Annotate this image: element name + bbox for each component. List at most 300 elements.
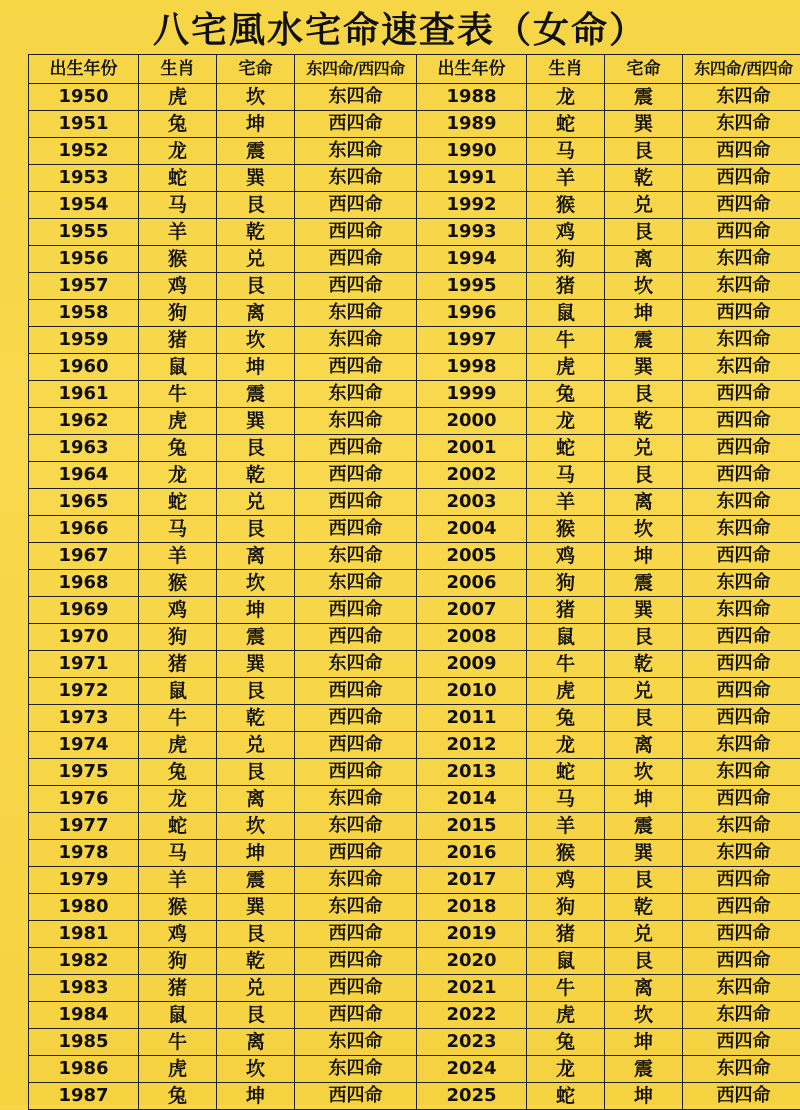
cell-east-west-group-right: 西四命 xyxy=(683,786,800,813)
cell-zodiac-left: 鼠 xyxy=(139,354,217,381)
cell-birth-year-left: 1982 xyxy=(29,948,139,975)
cell-birth-year-left: 1958 xyxy=(29,300,139,327)
cell-zodiac-left: 虎 xyxy=(139,1056,217,1083)
cell-house-gua-right: 坎 xyxy=(605,273,683,300)
cell-east-west-group-right: 东四命 xyxy=(683,597,800,624)
cell-zodiac-left: 虎 xyxy=(139,732,217,759)
cell-house-gua-right: 坤 xyxy=(605,300,683,327)
cell-house-gua-right: 坤 xyxy=(605,1083,683,1110)
cell-house-gua-right: 离 xyxy=(605,975,683,1002)
cell-house-gua-left: 震 xyxy=(217,381,295,408)
cell-house-gua-left: 乾 xyxy=(217,219,295,246)
cell-zodiac-left: 猪 xyxy=(139,651,217,678)
cell-east-west-group-right: 西四命 xyxy=(683,1029,800,1056)
cell-east-west-group-left: 西四命 xyxy=(295,759,417,786)
table-row xyxy=(29,867,800,894)
cell-house-gua-right: 巽 xyxy=(605,111,683,138)
table-row xyxy=(29,111,800,138)
cell-birth-year-left: 1966 xyxy=(29,516,139,543)
cell-east-west-group-right: 西四命 xyxy=(683,192,800,219)
cell-house-gua-left: 离 xyxy=(217,1029,295,1056)
cell-east-west-group-right: 西四命 xyxy=(683,867,800,894)
cell-house-gua-left: 震 xyxy=(217,138,295,165)
cell-east-west-group-left: 西四命 xyxy=(295,354,417,381)
cell-zodiac-left: 兔 xyxy=(139,435,217,462)
cell-east-west-group-left: 西四命 xyxy=(295,1083,417,1110)
cell-birth-year-left: 1981 xyxy=(29,921,139,948)
cell-house-gua-left: 艮 xyxy=(217,273,295,300)
cell-house-gua-left: 乾 xyxy=(217,948,295,975)
cell-zodiac-right: 猪 xyxy=(527,273,605,300)
table-row xyxy=(29,1002,800,1029)
cell-east-west-group-right: 西四命 xyxy=(683,921,800,948)
cell-east-west-group-right: 东四命 xyxy=(683,1056,800,1083)
cell-birth-year-left: 1977 xyxy=(29,813,139,840)
cell-zodiac-right: 羊 xyxy=(527,813,605,840)
table-row xyxy=(29,246,800,273)
cell-house-gua-right: 兑 xyxy=(605,192,683,219)
cell-east-west-group-left: 西四命 xyxy=(295,192,417,219)
cell-zodiac-left: 蛇 xyxy=(139,489,217,516)
cell-zodiac-left: 狗 xyxy=(139,624,217,651)
cell-east-west-group-right: 西四命 xyxy=(683,1083,800,1110)
cell-birth-year-left: 1987 xyxy=(29,1083,139,1110)
cell-house-gua-right: 坤 xyxy=(605,786,683,813)
cell-birth-year-right: 2013 xyxy=(417,759,527,786)
cell-zodiac-right: 鼠 xyxy=(527,948,605,975)
cell-east-west-group-left: 东四命 xyxy=(295,300,417,327)
cell-house-gua-right: 巽 xyxy=(605,840,683,867)
cell-birth-year-left: 1986 xyxy=(29,1056,139,1083)
cell-birth-year-left: 1968 xyxy=(29,570,139,597)
cell-house-gua-right: 坤 xyxy=(605,1029,683,1056)
cell-birth-year-right: 2024 xyxy=(417,1056,527,1083)
cell-birth-year-right: 2022 xyxy=(417,1002,527,1029)
cell-house-gua-left: 震 xyxy=(217,624,295,651)
table-row xyxy=(29,381,800,408)
cell-zodiac-left: 羊 xyxy=(139,219,217,246)
table-row xyxy=(29,1029,800,1056)
table-row xyxy=(29,543,800,570)
cell-house-gua-right: 坤 xyxy=(605,543,683,570)
cell-east-west-group-right: 西四命 xyxy=(683,300,800,327)
cell-birth-year-right: 1988 xyxy=(417,84,527,111)
cell-house-gua-left: 坤 xyxy=(217,1083,295,1110)
cell-east-west-group-left: 东四命 xyxy=(295,408,417,435)
cell-house-gua-left: 坤 xyxy=(217,597,295,624)
cell-birth-year-left: 1960 xyxy=(29,354,139,381)
cell-house-gua-right: 巽 xyxy=(605,597,683,624)
cell-house-gua-right: 乾 xyxy=(605,651,683,678)
cell-house-gua-left: 巽 xyxy=(217,894,295,921)
table-row xyxy=(29,84,800,111)
cell-zodiac-left: 猪 xyxy=(139,327,217,354)
cell-zodiac-right: 猪 xyxy=(527,597,605,624)
cell-east-west-group-right: 西四命 xyxy=(683,624,800,651)
cell-zodiac-left: 羊 xyxy=(139,543,217,570)
cell-house-gua-right: 离 xyxy=(605,489,683,516)
cell-house-gua-left: 坎 xyxy=(217,570,295,597)
cell-zodiac-right: 鸡 xyxy=(527,867,605,894)
cell-house-gua-right: 乾 xyxy=(605,894,683,921)
table-row xyxy=(29,840,800,867)
cell-house-gua-right: 乾 xyxy=(605,165,683,192)
cell-birth-year-right: 1998 xyxy=(417,354,527,381)
cell-zodiac-left: 鼠 xyxy=(139,678,217,705)
table-row xyxy=(29,678,800,705)
cell-zodiac-left: 狗 xyxy=(139,300,217,327)
table-row xyxy=(29,192,800,219)
cell-east-west-group-right: 西四命 xyxy=(683,678,800,705)
cell-birth-year-left: 1980 xyxy=(29,894,139,921)
cell-birth-year-right: 1992 xyxy=(417,192,527,219)
cell-east-west-group-right: 东四命 xyxy=(683,84,800,111)
cell-birth-year-right: 2025 xyxy=(417,1083,527,1110)
cell-zodiac-right: 龙 xyxy=(527,84,605,111)
cell-east-west-group-left: 东四命 xyxy=(295,543,417,570)
cell-zodiac-right: 狗 xyxy=(527,570,605,597)
cell-birth-year-left: 1976 xyxy=(29,786,139,813)
cell-east-west-group-right: 西四命 xyxy=(683,651,800,678)
cell-east-west-group-left: 西四命 xyxy=(295,975,417,1002)
cell-birth-year-right: 2005 xyxy=(417,543,527,570)
cell-birth-year-left: 1953 xyxy=(29,165,139,192)
header-birth-year-left: 出生年份 xyxy=(29,55,139,84)
cell-birth-year-left: 1962 xyxy=(29,408,139,435)
cell-house-gua-left: 乾 xyxy=(217,705,295,732)
cell-east-west-group-right: 西四命 xyxy=(683,408,800,435)
cell-house-gua-right: 艮 xyxy=(605,624,683,651)
cell-zodiac-left: 鸡 xyxy=(139,273,217,300)
cell-house-gua-right: 离 xyxy=(605,246,683,273)
cell-house-gua-left: 坤 xyxy=(217,111,295,138)
cell-house-gua-left: 坎 xyxy=(217,327,295,354)
header-east-west-group-left: 东四命/西四命 xyxy=(295,55,417,84)
cell-zodiac-right: 羊 xyxy=(527,489,605,516)
cell-zodiac-right: 牛 xyxy=(527,651,605,678)
cell-house-gua-right: 艮 xyxy=(605,219,683,246)
cell-house-gua-right: 乾 xyxy=(605,408,683,435)
cell-east-west-group-right: 东四命 xyxy=(683,813,800,840)
cell-house-gua-left: 艮 xyxy=(217,759,295,786)
cell-east-west-group-right: 西四命 xyxy=(683,381,800,408)
cell-house-gua-right: 艮 xyxy=(605,381,683,408)
cell-birth-year-right: 2007 xyxy=(417,597,527,624)
cell-zodiac-left: 牛 xyxy=(139,705,217,732)
cell-zodiac-left: 马 xyxy=(139,192,217,219)
cell-zodiac-right: 龙 xyxy=(527,1056,605,1083)
cell-east-west-group-right: 东四命 xyxy=(683,273,800,300)
table-row xyxy=(29,759,800,786)
cell-east-west-group-left: 东四命 xyxy=(295,1056,417,1083)
cell-east-west-group-left: 东四命 xyxy=(295,786,417,813)
cell-zodiac-left: 鸡 xyxy=(139,597,217,624)
cell-birth-year-left: 1975 xyxy=(29,759,139,786)
cell-zodiac-right: 牛 xyxy=(527,327,605,354)
cell-east-west-group-left: 东四命 xyxy=(295,165,417,192)
cell-east-west-group-left: 东四命 xyxy=(295,894,417,921)
cell-zodiac-right: 牛 xyxy=(527,975,605,1002)
table-row xyxy=(29,921,800,948)
cell-birth-year-right: 2002 xyxy=(417,462,527,489)
header-house-gua-left: 宅命 xyxy=(217,55,295,84)
cell-east-west-group-left: 西四命 xyxy=(295,732,417,759)
header-east-west-group-right: 东四命/西四命 xyxy=(683,55,800,84)
table-row xyxy=(29,1083,800,1110)
cell-birth-year-left: 1974 xyxy=(29,732,139,759)
cell-house-gua-right: 兑 xyxy=(605,678,683,705)
cell-east-west-group-right: 西四命 xyxy=(683,894,800,921)
cell-zodiac-right: 龙 xyxy=(527,732,605,759)
cell-birth-year-left: 1950 xyxy=(29,84,139,111)
table-row xyxy=(29,597,800,624)
cell-birth-year-right: 1996 xyxy=(417,300,527,327)
cell-east-west-group-right: 东四命 xyxy=(683,1002,800,1029)
cell-birth-year-right: 2018 xyxy=(417,894,527,921)
cell-east-west-group-right: 西四命 xyxy=(683,948,800,975)
cell-birth-year-left: 1971 xyxy=(29,651,139,678)
cell-zodiac-right: 马 xyxy=(527,786,605,813)
cell-east-west-group-right: 西四命 xyxy=(683,435,800,462)
cell-east-west-group-left: 西四命 xyxy=(295,462,417,489)
cell-birth-year-left: 1972 xyxy=(29,678,139,705)
cell-zodiac-right: 蛇 xyxy=(527,759,605,786)
cell-east-west-group-left: 西四命 xyxy=(295,111,417,138)
table-row xyxy=(29,273,800,300)
cell-zodiac-left: 猴 xyxy=(139,246,217,273)
cell-house-gua-right: 艮 xyxy=(605,948,683,975)
cell-zodiac-right: 兔 xyxy=(527,381,605,408)
cell-zodiac-right: 羊 xyxy=(527,165,605,192)
cell-birth-year-right: 2010 xyxy=(417,678,527,705)
table-row xyxy=(29,435,800,462)
cell-house-gua-left: 兑 xyxy=(217,732,295,759)
header-zodiac-right: 生肖 xyxy=(527,55,605,84)
cell-house-gua-left: 兑 xyxy=(217,246,295,273)
cell-east-west-group-left: 东四命 xyxy=(295,570,417,597)
cell-house-gua-right: 震 xyxy=(605,570,683,597)
cell-birth-year-left: 1973 xyxy=(29,705,139,732)
cell-house-gua-left: 震 xyxy=(217,867,295,894)
table-row xyxy=(29,651,800,678)
cell-house-gua-right: 坎 xyxy=(605,1002,683,1029)
cell-house-gua-right: 兑 xyxy=(605,921,683,948)
page-title: 八宅風水宅命速查表（女命） xyxy=(0,8,800,52)
cell-birth-year-right: 1993 xyxy=(417,219,527,246)
table-row xyxy=(29,462,800,489)
cell-house-gua-right: 坎 xyxy=(605,516,683,543)
cell-birth-year-right: 2017 xyxy=(417,867,527,894)
cell-house-gua-left: 兑 xyxy=(217,975,295,1002)
cell-birth-year-right: 2023 xyxy=(417,1029,527,1056)
cell-east-west-group-right: 东四命 xyxy=(683,840,800,867)
cell-birth-year-left: 1952 xyxy=(29,138,139,165)
cell-house-gua-right: 震 xyxy=(605,327,683,354)
cell-house-gua-left: 艮 xyxy=(217,678,295,705)
cell-zodiac-left: 羊 xyxy=(139,867,217,894)
cell-birth-year-right: 1995 xyxy=(417,273,527,300)
cell-zodiac-left: 虎 xyxy=(139,84,217,111)
cell-zodiac-right: 狗 xyxy=(527,894,605,921)
cell-east-west-group-left: 西四命 xyxy=(295,921,417,948)
cell-house-gua-left: 离 xyxy=(217,300,295,327)
cell-zodiac-right: 龙 xyxy=(527,408,605,435)
cell-east-west-group-right: 东四命 xyxy=(683,570,800,597)
cell-birth-year-right: 1999 xyxy=(417,381,527,408)
cell-zodiac-right: 马 xyxy=(527,138,605,165)
cell-birth-year-left: 1954 xyxy=(29,192,139,219)
table-row xyxy=(29,975,800,1002)
cell-east-west-group-left: 西四命 xyxy=(295,516,417,543)
cell-east-west-group-right: 东四命 xyxy=(683,354,800,381)
cell-birth-year-left: 1979 xyxy=(29,867,139,894)
table-row xyxy=(29,138,800,165)
cell-birth-year-left: 1970 xyxy=(29,624,139,651)
cell-east-west-group-left: 东四命 xyxy=(295,327,417,354)
cell-zodiac-right: 鸡 xyxy=(527,219,605,246)
cell-zodiac-left: 鸡 xyxy=(139,921,217,948)
cell-birth-year-right: 1997 xyxy=(417,327,527,354)
cell-zodiac-right: 虎 xyxy=(527,678,605,705)
cell-house-gua-left: 艮 xyxy=(217,921,295,948)
table-row xyxy=(29,1056,800,1083)
cell-east-west-group-right: 西四命 xyxy=(683,705,800,732)
table-row xyxy=(29,732,800,759)
cell-birth-year-right: 2021 xyxy=(417,975,527,1002)
cell-zodiac-left: 兔 xyxy=(139,759,217,786)
cell-house-gua-left: 坤 xyxy=(217,354,295,381)
cell-zodiac-left: 猴 xyxy=(139,570,217,597)
cell-east-west-group-left: 东四命 xyxy=(295,813,417,840)
cell-birth-year-left: 1963 xyxy=(29,435,139,462)
cell-zodiac-left: 虎 xyxy=(139,408,217,435)
cell-zodiac-left: 马 xyxy=(139,840,217,867)
cell-birth-year-right: 2016 xyxy=(417,840,527,867)
cell-birth-year-left: 1957 xyxy=(29,273,139,300)
cell-house-gua-right: 巽 xyxy=(605,354,683,381)
cell-house-gua-left: 离 xyxy=(217,786,295,813)
cell-east-west-group-right: 西四命 xyxy=(683,138,800,165)
cell-house-gua-left: 坎 xyxy=(217,1056,295,1083)
cell-house-gua-left: 巽 xyxy=(217,408,295,435)
cell-east-west-group-left: 东四命 xyxy=(295,84,417,111)
table-header-row xyxy=(29,55,800,84)
cell-zodiac-left: 猴 xyxy=(139,894,217,921)
cell-house-gua-right: 震 xyxy=(605,813,683,840)
cell-house-gua-right: 震 xyxy=(605,1056,683,1083)
cell-east-west-group-left: 西四命 xyxy=(295,219,417,246)
cell-zodiac-right: 兔 xyxy=(527,1029,605,1056)
cell-birth-year-right: 2015 xyxy=(417,813,527,840)
cell-east-west-group-left: 西四命 xyxy=(295,435,417,462)
table-row xyxy=(29,786,800,813)
cell-birth-year-left: 1956 xyxy=(29,246,139,273)
cell-zodiac-left: 猪 xyxy=(139,975,217,1002)
cell-east-west-group-left: 东四命 xyxy=(295,381,417,408)
cell-house-gua-right: 兑 xyxy=(605,435,683,462)
cell-birth-year-left: 1964 xyxy=(29,462,139,489)
table-row xyxy=(29,354,800,381)
cell-zodiac-left: 狗 xyxy=(139,948,217,975)
cell-house-gua-right: 艮 xyxy=(605,705,683,732)
cell-birth-year-right: 2008 xyxy=(417,624,527,651)
cell-zodiac-right: 猴 xyxy=(527,516,605,543)
cell-zodiac-right: 鸡 xyxy=(527,543,605,570)
cell-house-gua-left: 乾 xyxy=(217,462,295,489)
cell-zodiac-right: 蛇 xyxy=(527,435,605,462)
cell-zodiac-right: 马 xyxy=(527,462,605,489)
cell-zodiac-left: 龙 xyxy=(139,138,217,165)
cell-zodiac-left: 牛 xyxy=(139,381,217,408)
cell-east-west-group-left: 西四命 xyxy=(295,273,417,300)
cell-east-west-group-right: 西四命 xyxy=(683,543,800,570)
cell-birth-year-right: 1994 xyxy=(417,246,527,273)
cell-zodiac-right: 狗 xyxy=(527,246,605,273)
table-row xyxy=(29,165,800,192)
cell-zodiac-right: 猴 xyxy=(527,192,605,219)
cell-east-west-group-right: 西四命 xyxy=(683,219,800,246)
cell-zodiac-right: 猴 xyxy=(527,840,605,867)
table-row xyxy=(29,624,800,651)
cell-east-west-group-right: 东四命 xyxy=(683,759,800,786)
cell-birth-year-right: 2014 xyxy=(417,786,527,813)
table-row xyxy=(29,408,800,435)
cell-birth-year-right: 1991 xyxy=(417,165,527,192)
table-row xyxy=(29,300,800,327)
cell-zodiac-left: 蛇 xyxy=(139,813,217,840)
cell-birth-year-left: 1969 xyxy=(29,597,139,624)
cell-zodiac-left: 龙 xyxy=(139,786,217,813)
table-body xyxy=(29,84,800,1110)
cell-birth-year-right: 2006 xyxy=(417,570,527,597)
cell-house-gua-right: 离 xyxy=(605,732,683,759)
cell-east-west-group-left: 西四命 xyxy=(295,597,417,624)
header-house-gua-right: 宅命 xyxy=(605,55,683,84)
cell-birth-year-left: 1983 xyxy=(29,975,139,1002)
cell-zodiac-right: 鼠 xyxy=(527,300,605,327)
cell-birth-year-right: 1989 xyxy=(417,111,527,138)
cell-birth-year-right: 2011 xyxy=(417,705,527,732)
cell-east-west-group-left: 西四命 xyxy=(295,624,417,651)
cell-house-gua-right: 艮 xyxy=(605,138,683,165)
cell-house-gua-left: 坤 xyxy=(217,840,295,867)
cell-zodiac-right: 猪 xyxy=(527,921,605,948)
cell-house-gua-left: 兑 xyxy=(217,489,295,516)
cell-house-gua-left: 巽 xyxy=(217,651,295,678)
table-row xyxy=(29,516,800,543)
cell-birth-year-right: 2009 xyxy=(417,651,527,678)
cell-birth-year-left: 1965 xyxy=(29,489,139,516)
cell-zodiac-right: 蛇 xyxy=(527,111,605,138)
cell-east-west-group-right: 东四命 xyxy=(683,111,800,138)
cell-east-west-group-right: 东四命 xyxy=(683,732,800,759)
cell-house-gua-left: 艮 xyxy=(217,192,295,219)
table-row xyxy=(29,948,800,975)
table-row xyxy=(29,219,800,246)
cell-zodiac-right: 兔 xyxy=(527,705,605,732)
cell-birth-year-right: 2012 xyxy=(417,732,527,759)
cell-house-gua-left: 巽 xyxy=(217,165,295,192)
cell-east-west-group-left: 西四命 xyxy=(295,840,417,867)
cell-zodiac-left: 兔 xyxy=(139,1083,217,1110)
cell-east-west-group-left: 西四命 xyxy=(295,948,417,975)
cell-zodiac-right: 蛇 xyxy=(527,1083,605,1110)
cell-zodiac-left: 蛇 xyxy=(139,165,217,192)
cell-birth-year-right: 2020 xyxy=(417,948,527,975)
cell-zodiac-left: 马 xyxy=(139,516,217,543)
cell-east-west-group-left: 西四命 xyxy=(295,489,417,516)
cell-birth-year-right: 2003 xyxy=(417,489,527,516)
